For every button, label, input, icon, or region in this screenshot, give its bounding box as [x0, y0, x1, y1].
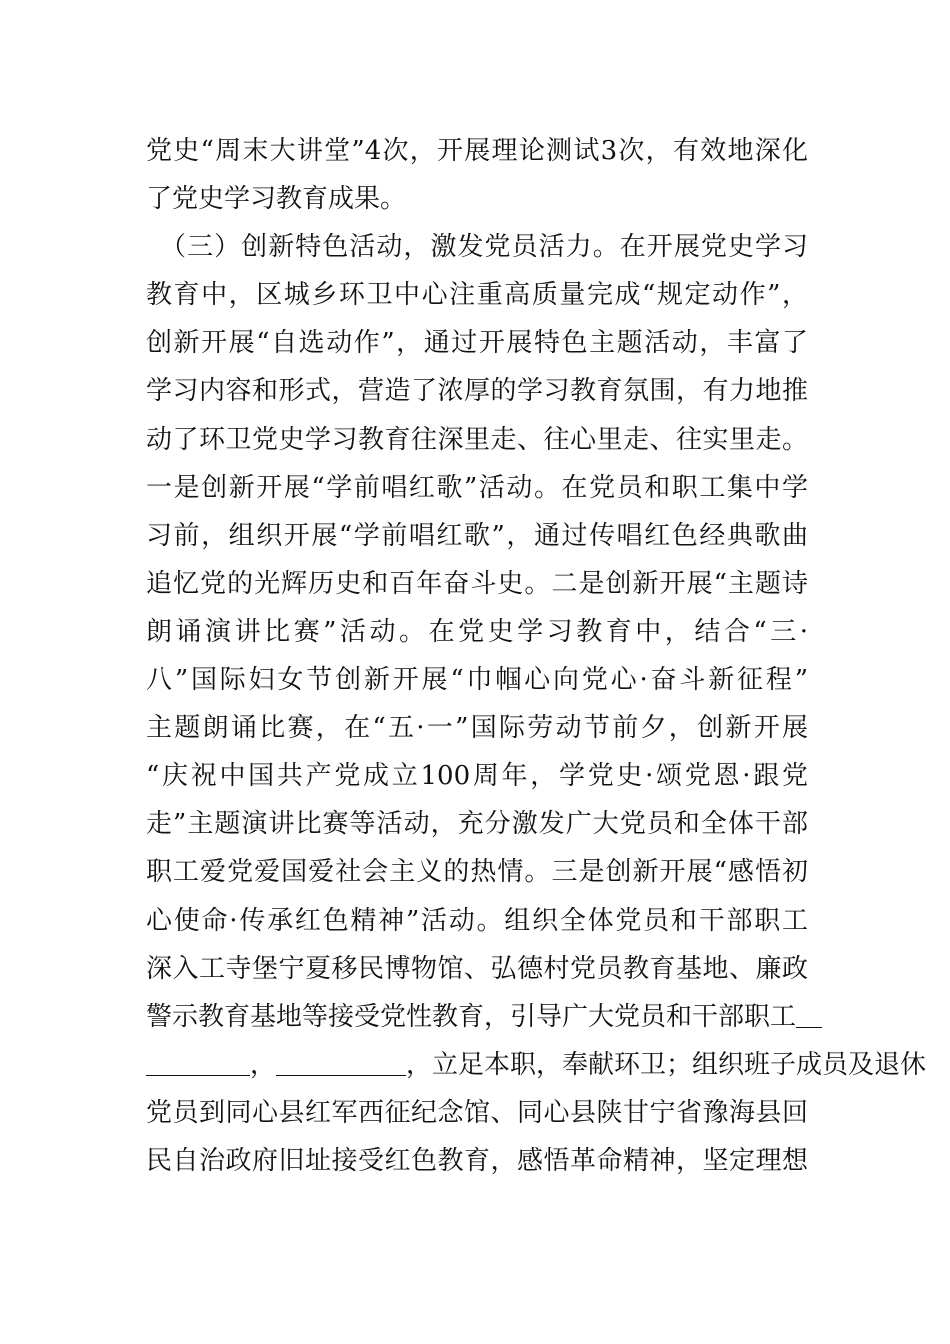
- body-text: [146, 127, 927, 1185]
- text-line: 走”主题演讲比赛等活动，充分激发广大党员和全体干部: [146, 809, 808, 840]
- text-line: 动了环卫党史学习教育往深里走、往心里走、往实里走。: [146, 424, 808, 455]
- text-line: 追忆党的光辉历史和百年奋斗史。二是创新开展“主题诗: [146, 568, 808, 599]
- text-line: （三）创新特色活动，激发党员活力。在开展党史学习: [146, 232, 808, 263]
- text-line: 一是创新开展“学前唱红歌”活动。在党员和职工集中学: [146, 472, 808, 503]
- text-line: ＿＿＿＿，＿＿＿＿＿，立足本职，奉献环卫；组织班子成员及退休: [146, 1049, 927, 1080]
- text-line: “庆祝中国共产党成立100周年，学党史·颂党恩·跟党: [146, 761, 808, 792]
- text-line: 党员到同心县红军西征纪念馆、同心县陕甘宁省豫海县回: [146, 1097, 808, 1128]
- text-line: 职工爱党爱国爱社会主义的热情。三是创新开展“感悟初: [146, 857, 808, 888]
- text-line: 朗诵演讲比赛”活动。在党史学习教育中，结合“三·: [146, 616, 808, 647]
- text-line: 党史“周末大讲堂”4次，开展理论测试3次，有效地深化: [146, 136, 808, 166]
- text-line: 深入工寺堡宁夏移民博物馆、弘德村党员教育基地、廉政: [146, 953, 808, 984]
- text-line: 主题朗诵比赛，在“五·一”国际劳动节前夕，创新开展: [146, 713, 808, 744]
- text-line: 了党史学习教育成果。: [146, 184, 407, 215]
- text-line: 学习内容和形式，营造了浓厚的学习教育氛围，有力地推: [146, 376, 808, 407]
- text-line: 警示教育基地等接受党性教育，引导广大党员和干部职工＿: [146, 1001, 823, 1032]
- text-line: 创新开展“自选动作”，通过开展特色主题活动，丰富了: [146, 328, 808, 359]
- text-line: 心使命·传承红色精神”活动。组织全体党员和干部职工: [146, 905, 808, 936]
- text-line: 八”国际妇女节创新开展“巾帼心向党心·奋斗新征程”: [146, 665, 808, 696]
- text-line: 教育中，区城乡环卫中心注重高质量完成“规定动作”，: [146, 280, 808, 311]
- text-line: 习前，组织开展“学前唱红歌”，通过传唱红色经典歌曲: [146, 520, 808, 551]
- text-line: 民自治政府旧址接受红色教育，感悟革命精神，坚定理想: [146, 1145, 808, 1176]
